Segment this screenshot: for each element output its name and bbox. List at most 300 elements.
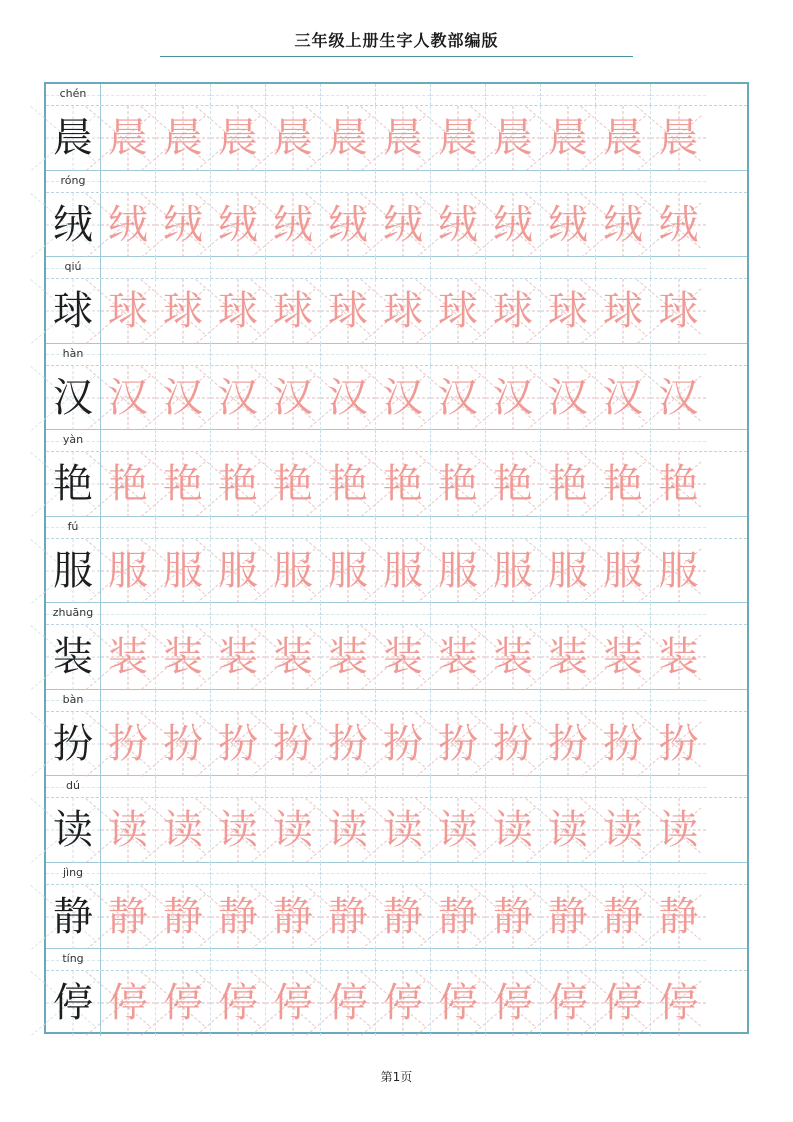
tracing-character-cell bbox=[431, 971, 486, 1036]
tracing-character-cell bbox=[321, 798, 376, 863]
tracing-character-cell bbox=[321, 971, 376, 1036]
tracing-character-cell bbox=[651, 625, 706, 690]
tracing-character: 读 bbox=[163, 807, 203, 854]
tracing-character: 汉 bbox=[218, 374, 258, 421]
tracing-character: 绒 bbox=[218, 201, 258, 248]
pinyin-cell bbox=[651, 344, 706, 365]
tracing-character-cell bbox=[596, 625, 651, 690]
tracing-character: 扮 bbox=[548, 720, 588, 767]
tracing-character-cell bbox=[651, 366, 706, 431]
tracing-character: 球 bbox=[218, 288, 258, 335]
pinyin-cell bbox=[541, 171, 596, 192]
pinyin-cell bbox=[321, 776, 376, 797]
tracing-character-cell bbox=[431, 452, 486, 517]
pinyin-cell bbox=[211, 949, 266, 970]
practice-row bbox=[46, 430, 747, 517]
tracing-character: 球 bbox=[493, 288, 533, 335]
tracing-character: 扮 bbox=[163, 720, 203, 767]
tracing-character: 艳 bbox=[383, 461, 423, 508]
pinyin-cell bbox=[156, 257, 211, 278]
pinyin-cell bbox=[46, 344, 101, 365]
tracing-character: 服 bbox=[218, 547, 258, 594]
tracing-character: 艳 bbox=[328, 461, 368, 508]
tracing-character: 球 bbox=[548, 288, 588, 335]
pinyin-cell bbox=[46, 603, 101, 624]
tracing-character-cell bbox=[211, 279, 266, 344]
character-strip bbox=[46, 798, 747, 862]
pinyin-cell bbox=[541, 430, 596, 451]
tracing-character-cell bbox=[431, 625, 486, 690]
pinyin-cell bbox=[321, 863, 376, 884]
pinyin-cell bbox=[46, 863, 101, 884]
tracing-character-cell bbox=[541, 885, 596, 950]
pinyin-cell bbox=[596, 776, 651, 797]
pinyin-cell bbox=[321, 257, 376, 278]
pinyin-text: jìng bbox=[62, 865, 84, 879]
pinyin-cell bbox=[486, 603, 541, 624]
tracing-character: 服 bbox=[108, 547, 148, 594]
tracing-character-cell bbox=[596, 279, 651, 344]
pinyin-cell bbox=[651, 171, 706, 192]
tracing-character-cell bbox=[211, 452, 266, 517]
pinyin-cell bbox=[211, 690, 266, 711]
tracing-character-cell bbox=[431, 885, 486, 950]
pinyin-cell bbox=[486, 863, 541, 884]
pinyin-cell bbox=[596, 690, 651, 711]
tracing-character: 扮 bbox=[383, 720, 423, 767]
pinyin-strip bbox=[46, 171, 747, 193]
pinyin-cell bbox=[486, 171, 541, 192]
tracing-character: 球 bbox=[438, 288, 478, 335]
tracing-character-cell bbox=[211, 193, 266, 258]
tracing-character-cell bbox=[266, 279, 321, 344]
tracing-character: 装 bbox=[383, 634, 423, 681]
pinyin-cell bbox=[46, 690, 101, 711]
tracing-character-cell bbox=[541, 712, 596, 777]
pinyin-cell bbox=[211, 430, 266, 451]
tracing-character: 静 bbox=[548, 893, 588, 940]
tracing-character: 停 bbox=[658, 980, 699, 1027]
pinyin-strip bbox=[46, 863, 747, 885]
tracing-character: 装 bbox=[658, 634, 699, 681]
tracing-character: 停 bbox=[438, 980, 478, 1027]
pinyin-cell bbox=[46, 257, 101, 278]
tracing-character-cell bbox=[211, 885, 266, 950]
tracing-character-cell bbox=[431, 193, 486, 258]
pinyin-cell bbox=[321, 949, 376, 970]
tracing-character: 静 bbox=[603, 893, 643, 940]
tracing-character: 停 bbox=[493, 980, 533, 1027]
tracing-character-cell bbox=[101, 366, 156, 431]
tracing-character: 扮 bbox=[658, 720, 699, 767]
pinyin-cell bbox=[376, 949, 431, 970]
model-character-cell bbox=[46, 279, 101, 344]
pinyin-cell bbox=[101, 430, 156, 451]
tracing-character-cell bbox=[541, 366, 596, 431]
tracing-character-cell bbox=[321, 625, 376, 690]
pinyin-cell bbox=[486, 690, 541, 711]
tracing-character: 艳 bbox=[163, 461, 203, 508]
pinyin-cell bbox=[376, 776, 431, 797]
pinyin-text: yàn bbox=[62, 433, 84, 446]
tracing-character-cell bbox=[651, 885, 706, 950]
tracing-character-cell bbox=[101, 885, 156, 950]
tracing-character: 晨 bbox=[658, 115, 699, 162]
pinyin-text: bàn bbox=[62, 692, 84, 706]
tracing-character: 扮 bbox=[328, 720, 368, 767]
tracing-character: 晨 bbox=[438, 115, 478, 162]
pinyin-cell bbox=[486, 344, 541, 365]
pinyin-cell bbox=[596, 603, 651, 624]
tracing-character-cell bbox=[486, 279, 541, 344]
pinyin-cell bbox=[211, 863, 266, 884]
tracing-character-cell bbox=[376, 885, 431, 950]
tracing-character: 扮 bbox=[273, 720, 313, 767]
page-footer: 第1页 bbox=[380, 1070, 413, 1084]
tracing-character-cell bbox=[211, 798, 266, 863]
pinyin-text: dú bbox=[66, 779, 80, 792]
tracing-character: 球 bbox=[273, 288, 313, 335]
pinyin-cell bbox=[266, 257, 321, 278]
pinyin-cell bbox=[651, 603, 706, 624]
pinyin-cell bbox=[46, 776, 101, 797]
pinyin-cell bbox=[541, 949, 596, 970]
tracing-character: 球 bbox=[163, 288, 203, 335]
tracing-character-cell bbox=[541, 193, 596, 258]
model-character: 晨 bbox=[53, 115, 93, 162]
model-character-cell bbox=[46, 798, 101, 863]
pinyin-text: chén bbox=[59, 87, 87, 100]
pinyin-cell bbox=[101, 949, 156, 970]
model-character-cell bbox=[46, 712, 101, 777]
tracing-character-cell bbox=[266, 798, 321, 863]
tracing-character: 读 bbox=[603, 807, 643, 854]
pinyin-strip bbox=[46, 430, 747, 452]
practice-row bbox=[46, 863, 747, 950]
tracing-character-cell bbox=[486, 885, 541, 950]
tracing-character: 静 bbox=[328, 893, 368, 940]
practice-row bbox=[46, 776, 747, 863]
tracing-character-cell bbox=[321, 712, 376, 777]
tracing-character-cell bbox=[486, 712, 541, 777]
model-character-cell bbox=[46, 106, 101, 171]
tracing-character: 停 bbox=[108, 980, 148, 1027]
pinyin-cell bbox=[156, 344, 211, 365]
tracing-character-cell bbox=[651, 452, 706, 517]
pinyin-text: fú bbox=[67, 519, 79, 533]
pinyin-cell bbox=[321, 517, 376, 538]
tracing-character: 停 bbox=[603, 980, 643, 1027]
tracing-character-cell bbox=[651, 193, 706, 258]
pinyin-cell bbox=[211, 776, 266, 797]
tracing-character: 服 bbox=[658, 547, 699, 594]
character-strip bbox=[46, 279, 747, 343]
tracing-character: 装 bbox=[163, 634, 203, 681]
pinyin-cell bbox=[596, 171, 651, 192]
pinyin-text: róng bbox=[60, 173, 86, 187]
pinyin-cell bbox=[431, 603, 486, 624]
tracing-character-cell bbox=[431, 279, 486, 344]
tracing-character-cell bbox=[596, 712, 651, 777]
tracing-character-cell bbox=[541, 279, 596, 344]
tracing-character: 晨 bbox=[273, 115, 313, 162]
tracing-character-cell bbox=[431, 366, 486, 431]
tracing-character: 读 bbox=[383, 807, 423, 854]
pinyin-cell bbox=[541, 603, 596, 624]
tracing-character: 装 bbox=[218, 634, 258, 681]
tracing-character-cell bbox=[266, 625, 321, 690]
pinyin-cell bbox=[541, 863, 596, 884]
pinyin-text: zhuāng bbox=[52, 606, 94, 619]
tracing-character-cell bbox=[156, 452, 211, 517]
character-strip bbox=[46, 625, 747, 689]
pinyin-cell bbox=[651, 776, 706, 797]
pinyin-cell bbox=[156, 171, 211, 192]
pinyin-strip bbox=[46, 517, 747, 539]
tracing-character: 停 bbox=[163, 980, 203, 1027]
pinyin-cell bbox=[211, 257, 266, 278]
tracing-character: 晨 bbox=[548, 115, 588, 162]
tracing-character: 服 bbox=[163, 547, 203, 594]
tracing-character-cell bbox=[486, 452, 541, 517]
model-character: 汉 bbox=[53, 374, 93, 421]
tracing-character-cell bbox=[486, 539, 541, 604]
tracing-character: 停 bbox=[548, 980, 588, 1027]
tracing-character-cell bbox=[376, 539, 431, 604]
pinyin-cell bbox=[101, 257, 156, 278]
tracing-character: 停 bbox=[218, 980, 258, 1027]
pinyin-strip bbox=[46, 344, 747, 366]
tracing-character: 停 bbox=[383, 980, 423, 1027]
pinyin-cell bbox=[541, 257, 596, 278]
tracing-character-cell bbox=[101, 106, 156, 171]
tracing-character: 汉 bbox=[603, 374, 643, 421]
character-strip bbox=[46, 885, 747, 949]
pinyin-cell bbox=[211, 344, 266, 365]
pinyin-cell bbox=[376, 257, 431, 278]
tracing-character: 扮 bbox=[108, 720, 148, 767]
tracing-character: 装 bbox=[548, 634, 588, 681]
pinyin-cell bbox=[651, 257, 706, 278]
tracing-character: 读 bbox=[658, 807, 699, 854]
pinyin-cell bbox=[266, 84, 321, 105]
tracing-character-cell bbox=[156, 625, 211, 690]
tracing-character-cell bbox=[156, 106, 211, 171]
pinyin-strip bbox=[46, 257, 747, 279]
tracing-character-cell bbox=[101, 625, 156, 690]
tracing-character-cell bbox=[321, 106, 376, 171]
model-character: 球 bbox=[53, 288, 93, 335]
pinyin-cell bbox=[211, 517, 266, 538]
tracing-character-cell bbox=[541, 106, 596, 171]
tracing-character-cell bbox=[321, 366, 376, 431]
tracing-character-cell bbox=[541, 539, 596, 604]
practice-row bbox=[46, 344, 747, 431]
tracing-character: 球 bbox=[603, 288, 643, 335]
character-strip bbox=[46, 539, 747, 603]
pinyin-cell bbox=[156, 863, 211, 884]
tracing-character: 静 bbox=[108, 893, 148, 940]
tracing-character-cell bbox=[596, 885, 651, 950]
practice-row bbox=[46, 84, 747, 171]
tracing-character-cell bbox=[651, 279, 706, 344]
tracing-character: 晨 bbox=[603, 115, 643, 162]
model-character: 扮 bbox=[53, 720, 93, 767]
tracing-character-cell bbox=[651, 798, 706, 863]
tracing-character: 服 bbox=[438, 547, 478, 594]
model-character-cell bbox=[46, 193, 101, 258]
tracing-character: 静 bbox=[493, 893, 533, 940]
pinyin-cell bbox=[596, 430, 651, 451]
tracing-character-cell bbox=[376, 193, 431, 258]
tracing-character-cell bbox=[486, 798, 541, 863]
pinyin-cell bbox=[321, 171, 376, 192]
pinyin-cell bbox=[101, 603, 156, 624]
pinyin-cell bbox=[156, 430, 211, 451]
pinyin-cell bbox=[376, 690, 431, 711]
practice-row bbox=[46, 517, 747, 604]
tracing-character: 服 bbox=[493, 547, 533, 594]
character-strip bbox=[46, 452, 747, 516]
tracing-character-cell bbox=[156, 798, 211, 863]
tracing-character-cell bbox=[211, 625, 266, 690]
pinyin-cell bbox=[431, 690, 486, 711]
pinyin-cell bbox=[101, 344, 156, 365]
tracing-character: 读 bbox=[438, 807, 478, 854]
tracing-character-cell bbox=[596, 971, 651, 1036]
tracing-character-cell bbox=[211, 712, 266, 777]
character-strip bbox=[46, 366, 747, 430]
pinyin-strip bbox=[46, 690, 747, 712]
tracing-character: 静 bbox=[383, 893, 423, 940]
tracing-character-cell bbox=[321, 539, 376, 604]
tracing-character: 装 bbox=[108, 634, 148, 681]
tracing-character: 汉 bbox=[163, 374, 203, 421]
tracing-character-cell bbox=[376, 279, 431, 344]
tracing-character-cell bbox=[486, 193, 541, 258]
pinyin-strip bbox=[46, 776, 747, 798]
tracing-character: 汉 bbox=[273, 374, 313, 421]
tracing-character-cell bbox=[211, 971, 266, 1036]
pinyin-cell bbox=[156, 949, 211, 970]
pinyin-cell bbox=[266, 863, 321, 884]
pinyin-cell bbox=[321, 690, 376, 711]
pinyin-cell bbox=[321, 344, 376, 365]
model-character: 绒 bbox=[53, 201, 93, 248]
tracing-character-cell bbox=[541, 625, 596, 690]
tracing-character: 汉 bbox=[548, 374, 588, 421]
tracing-character-cell bbox=[651, 712, 706, 777]
pinyin-cell bbox=[321, 430, 376, 451]
pinyin-cell bbox=[596, 344, 651, 365]
tracing-character-cell bbox=[156, 712, 211, 777]
pinyin-cell bbox=[486, 430, 541, 451]
tracing-character: 装 bbox=[273, 634, 313, 681]
tracing-character: 服 bbox=[383, 547, 423, 594]
tracing-character-cell bbox=[266, 193, 321, 258]
tracing-character: 球 bbox=[383, 288, 423, 335]
model-character-cell bbox=[46, 452, 101, 517]
tracing-character-cell bbox=[486, 366, 541, 431]
pinyin-cell bbox=[596, 517, 651, 538]
pinyin-cell bbox=[266, 430, 321, 451]
pinyin-cell bbox=[46, 517, 101, 538]
tracing-character: 扮 bbox=[438, 720, 478, 767]
tracing-character-cell bbox=[431, 712, 486, 777]
tracing-character: 球 bbox=[658, 288, 699, 335]
tracing-character-cell bbox=[101, 971, 156, 1036]
tracing-character: 装 bbox=[438, 634, 478, 681]
pinyin-strip bbox=[46, 949, 747, 971]
tracing-character-cell bbox=[376, 971, 431, 1036]
tracing-character-cell bbox=[211, 539, 266, 604]
pinyin-strip bbox=[46, 84, 747, 106]
tracing-character: 装 bbox=[328, 634, 368, 681]
pinyin-cell bbox=[156, 603, 211, 624]
tracing-character-cell bbox=[101, 279, 156, 344]
tracing-character-cell bbox=[486, 625, 541, 690]
title-underline bbox=[160, 56, 633, 57]
tracing-character-cell bbox=[541, 452, 596, 517]
pinyin-cell bbox=[431, 949, 486, 970]
tracing-character: 汉 bbox=[383, 374, 423, 421]
tracing-character: 绒 bbox=[548, 201, 588, 248]
pinyin-cell bbox=[596, 949, 651, 970]
tracing-character: 服 bbox=[603, 547, 643, 594]
tracing-character: 绒 bbox=[603, 201, 643, 248]
tracing-character-cell bbox=[486, 106, 541, 171]
tracing-character: 艳 bbox=[108, 461, 148, 508]
pinyin-cell bbox=[376, 430, 431, 451]
tracing-character: 绒 bbox=[493, 201, 533, 248]
pinyin-cell bbox=[266, 776, 321, 797]
tracing-character: 停 bbox=[273, 980, 313, 1027]
tracing-character-cell bbox=[431, 539, 486, 604]
tracing-character: 汉 bbox=[438, 374, 478, 421]
tracing-character: 晨 bbox=[383, 115, 423, 162]
pinyin-cell bbox=[431, 776, 486, 797]
pinyin-cell bbox=[376, 171, 431, 192]
model-character: 静 bbox=[53, 893, 93, 940]
model-character: 停 bbox=[53, 980, 93, 1027]
pinyin-cell bbox=[431, 257, 486, 278]
tracing-character: 晨 bbox=[493, 115, 533, 162]
tracing-character: 绒 bbox=[163, 201, 203, 248]
tracing-character-cell bbox=[266, 452, 321, 517]
tracing-character-cell bbox=[376, 106, 431, 171]
pinyin-cell bbox=[376, 863, 431, 884]
pinyin-cell bbox=[541, 344, 596, 365]
tracing-character: 艳 bbox=[603, 461, 643, 508]
tracing-character: 球 bbox=[328, 288, 368, 335]
tracing-character-cell bbox=[156, 539, 211, 604]
tracing-character-cell bbox=[156, 279, 211, 344]
tracing-character-cell bbox=[156, 885, 211, 950]
pinyin-cell bbox=[651, 690, 706, 711]
tracing-character-cell bbox=[101, 452, 156, 517]
tracing-character: 静 bbox=[438, 893, 478, 940]
tracing-character: 静 bbox=[163, 893, 203, 940]
tracing-character-cell bbox=[101, 712, 156, 777]
pinyin-cell bbox=[486, 257, 541, 278]
pinyin-cell bbox=[486, 949, 541, 970]
pinyin-cell bbox=[321, 603, 376, 624]
pinyin-cell bbox=[651, 863, 706, 884]
model-character-cell bbox=[46, 366, 101, 431]
pinyin-cell bbox=[156, 776, 211, 797]
tracing-character-cell bbox=[321, 193, 376, 258]
tracing-character: 读 bbox=[273, 807, 313, 854]
